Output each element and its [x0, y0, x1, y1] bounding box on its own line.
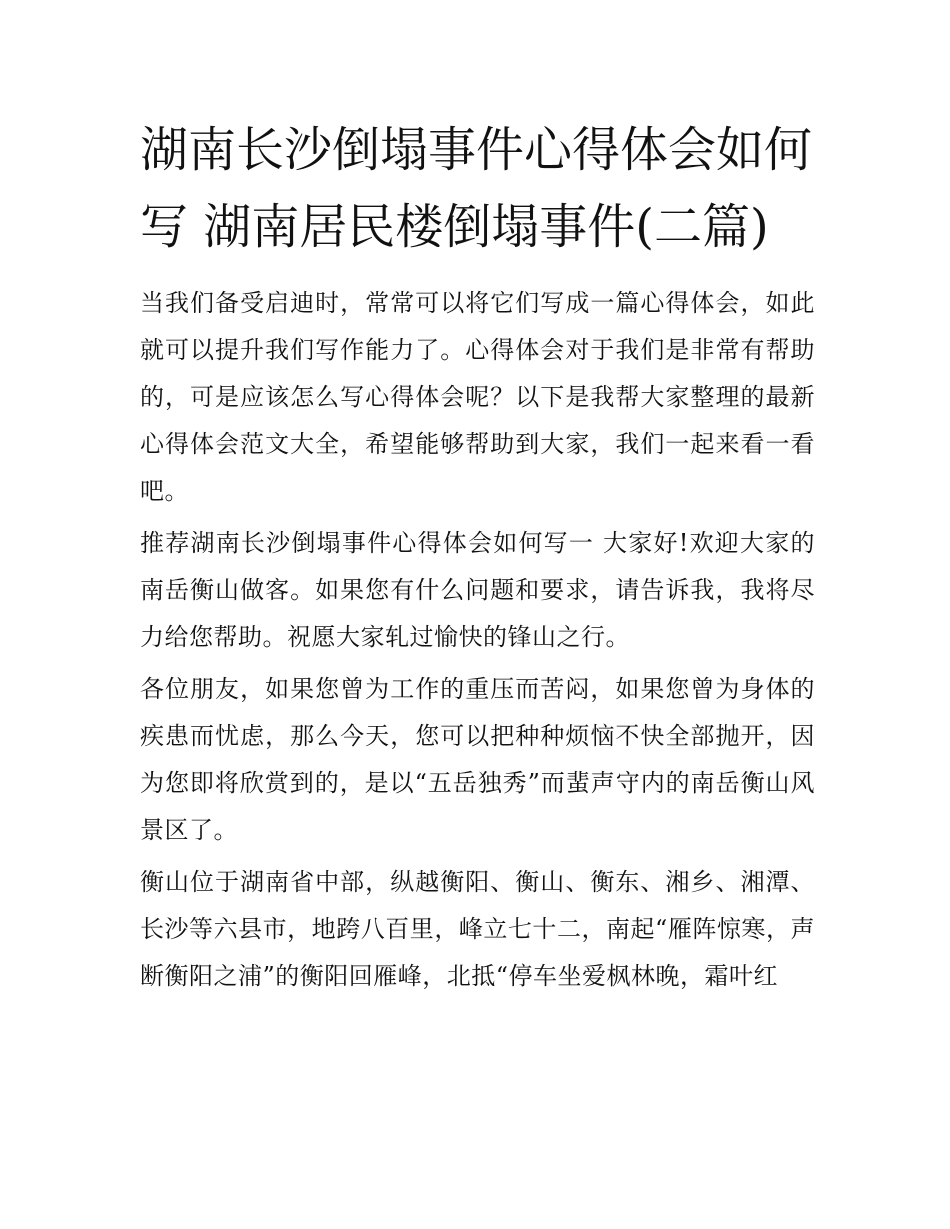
document-body: [140, 112, 815, 1005]
paragraph-friends: 各位朋友，如果您曾为工作的重压而苦闷，如果您曾为身体的疾患而忧虑，那么今天，您可以把种种烦恼不快全部抛开，因为您即将欣赏到的，是以“五岳独秀”而蜚声守内的南岳衡山风景区了。: [140, 675, 815, 844]
paragraph-location: 衡山位于湖南省中部，纵越衡阳、衡山、衡东、湘乡、湘潭、长沙等六县市，地跨八百里，峰立七十二，南起“雁阵惊寒，声断衡阳之浦”的衡阳回雁峰，北抵“停车坐爱枫林晚，霜叶红: [140, 868, 815, 990]
document-title: 湖南长沙倒塌事件心得体会如何写 湖南居民楼倒塌事件(二篇): [140, 122, 813, 255]
paragraph-intro: 当我们备受启迪时，常常可以将它们写成一篇心得体会，如此就可以提升我们写作能力了。心得体会对于我们是非常有帮助的，可是应该怎么写心得体会呢？以下是我帮大家整理的最新心得体会范文大全，希望能够帮助到大家，我们一起来看一看吧。: [140, 289, 815, 505]
paragraph-welcome: 推荐湖南长沙倒塌事件心得体会如何写一 大家好!欢迎大家的南岳衡山做客。如果您有什么问题和要求，请告诉我，我将尽力给您帮助。祝愿大家轧过愉快的锋山之行。: [140, 529, 815, 651]
